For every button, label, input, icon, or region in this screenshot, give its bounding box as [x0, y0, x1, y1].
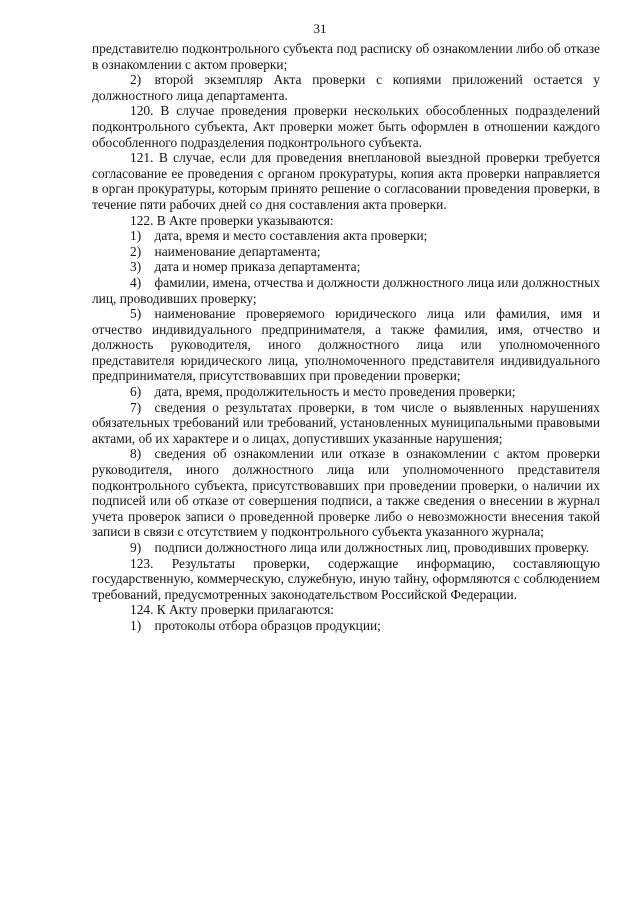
- paragraph: 124. К Акту проверки прилагаются:: [130, 602, 334, 618]
- paragraph: 123. Результаты проверки, содержащие информацию, составляющую государственную, коммерческую, служебную, иную тайну, оформляются с соблюдением требований, предусмотренных законодательством Российской Федерации.: [92, 555, 600, 602]
- paragraph: 122. В Акте проверки указываются:: [130, 212, 334, 228]
- document-body: [92, 41, 600, 634]
- binder-hole-mark: [32, 266, 52, 286]
- list-item: 1) протоколы отбора образцов продукции;: [130, 617, 381, 633]
- list-item: 7) сведения о результатах проверки, в том числе о выявленных нарушениях обязательных требований или требований, установленных муниципальными правовыми актами, об их характере и о лицах, допустивших указанные нарушения;: [92, 399, 600, 446]
- list-item: 2) второй экземпляр Акта проверки с копиями приложений остается у должностного лица департамента.: [92, 72, 600, 103]
- binder-hole-mark: [32, 472, 52, 492]
- list-item: 4) фамилии, имена, отчества и должности должностного лица или должностных лиц, проводивших проверку;: [92, 274, 600, 306]
- list-item: 5) наименование проверяемого юридического лица или фамилия, имя и отчество индивидуального предпринимателя, а также фамилия, имя, отчество и должность руководителя, иного должностного лица или уполномоченного представителя юридического лица, уполномоченного представителя индивидуального предпринимателя, присутствовавших при проведении проверки;: [92, 306, 600, 384]
- list-item: 8) сведения об ознакомлении или отказе в ознакомлении с актом проверки руководителя, иного должностного лица или уполномоченного представителя подконтрольного субъекта, присутствовавших при проведении проверки, о наличии их подписей или об отказе от совершения подписи, а также сведения о внесении в журнал учета проверок записи о проведенной проверке либо о невозможности внесения такой записи в связи с отсутствием у подконтрольного субъекта указанного журнала;: [92, 446, 600, 540]
- paragraph: представителю подконтрольного субъекта под расписку об ознакомлении либо об отказе в ознакомлении с актом проверки;: [92, 41, 600, 72]
- page-number: 31: [313, 21, 327, 36]
- paragraph: 121. В случае, если для проведения внеплановой выездной проверки требуется согласование ее проведения с органом прокуратуры, копия акта проверки направляется в орган прокуратуры, которым принято решение о согласовании проведения проверки, в течение пяти рабочих дней со дня составления акта проверки.: [92, 150, 600, 212]
- list-item: 9) подписи должностного лица или должностных лиц, проводивших проверку.: [130, 540, 590, 555]
- list-item: 1) дата, время и место составления акта проверки;: [130, 228, 428, 244]
- paragraph: 120. В случае проведения проверки нескольких обособленных подразделений подконтрольного субъекта, Акт проверки может быть оформлен в отношении каждого обособленного подразделения подконтрольного субъекта.: [92, 103, 600, 150]
- list-item: 2) наименование департамента;: [130, 243, 321, 259]
- list-item: 6) дата, время, продолжительность и место проведения проверки;: [130, 384, 516, 400]
- list-item: 3) дата и номер приказа департамента;: [130, 259, 361, 275]
